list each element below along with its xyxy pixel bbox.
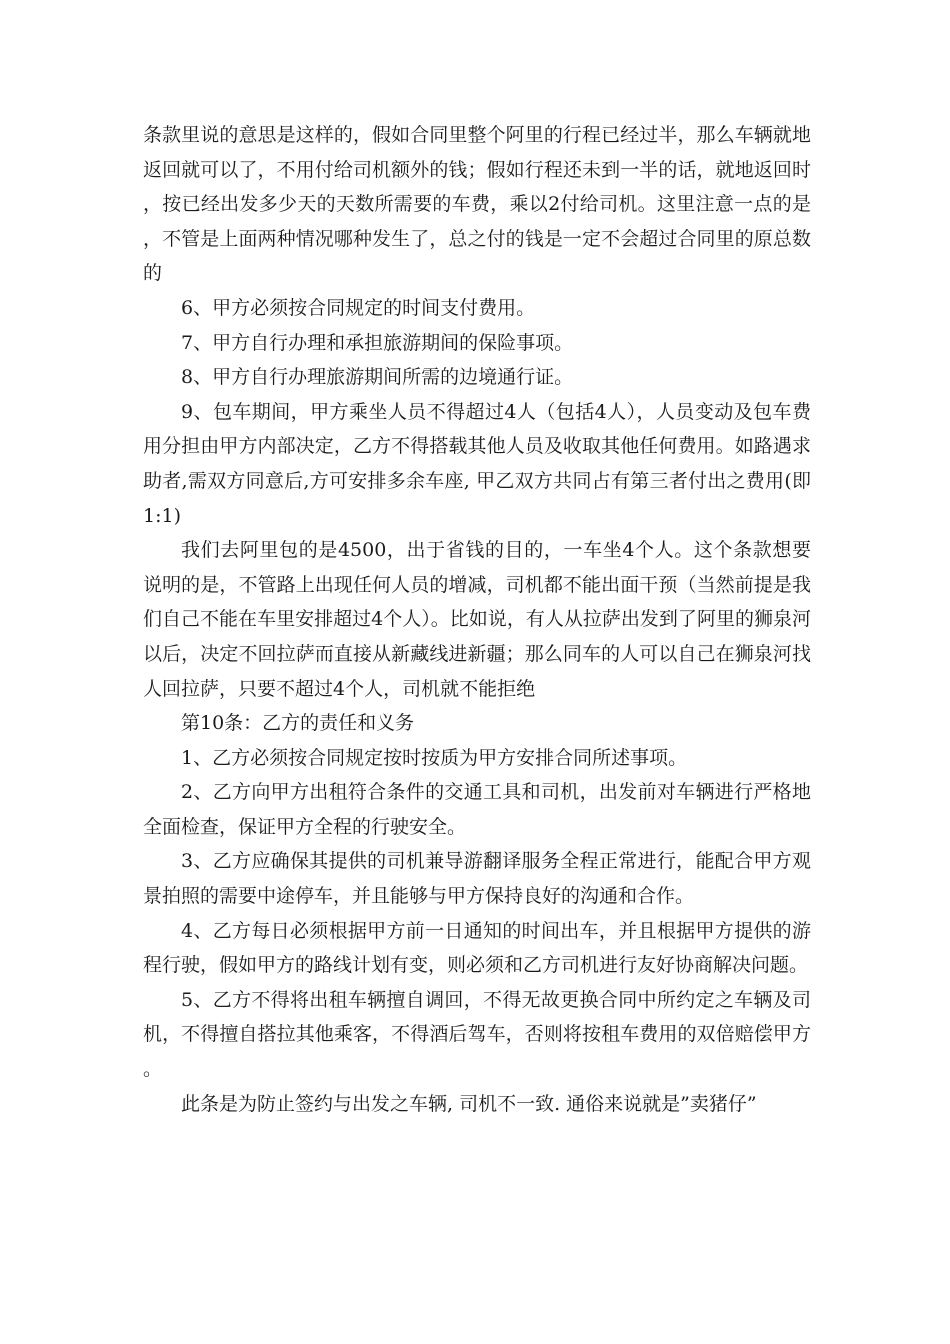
paragraph: 7、甲方自行办理和承担旅游期间的保险事项。 (181, 331, 574, 354)
paragraph: 8、甲方自行办理旅游期间所需的边境通行证。 (181, 366, 574, 389)
paragraph: 5、乙方不得将出租车辆擅自调回，不得无故更换合同中所约定之车辆及司机，不得擅自搭拉其他乘客，不得酒后驾车，否则将按租车费用的双倍赔偿甲方。 (143, 988, 811, 1081)
paragraph: 9、包车期间，甲方乘坐人员不得超过4人（包括4人），人员变动及包车费用分担由甲方内部决定，乙方不得搭载其他人员及收取其他任何费用。如路遇求助者,需双方同意后,方可安排多余车座, 甲乙双方共同占有第三者付出之费用(即1:1) (143, 400, 811, 527)
paragraph: 我们去阿里包的是4500，出于省钱的目的，一车坐4个人。这个条款想要说明的是，不管路上出现任何人员的增减，司机都不能出面干预（当然前提是我们自己不能在车里安排超过4个人）。比如说，有人从拉萨出发到了阿里的狮泉河以后，决定不回拉萨而直接从新藏线进新疆；那么同车的人可以自己在狮泉河找人回拉萨，只要不超过4个人，司机就不能拒绝 (143, 539, 811, 700)
paragraph: 3、乙方应确保其提供的司机兼导游翻译服务全程正常进行，能配合甲方观景拍照的需要中途停车，并且能够与甲方保持良好的沟通和合作。 (143, 850, 811, 908)
paragraph: 4、乙方每日必须根据甲方前一日通知的时间出车，并且根据甲方提供的游程行驶，假如甲方的路线计划有变，则必须和乙方司机进行友好协商解决问题。 (143, 919, 811, 977)
paragraph: 条款里说的意思是这样的，假如合同里整个阿里的行程已经过半，那么车辆就地返回就可以了，不用付给司机额外的钱；假如行程还未到一半的话，就地返回时，按已经出发多少天的天数所需要的车费，乘以2付给司机。这里注意一点的是，不管是上面两种情况哪种发生了，总之付的钱是一定不会超过合同里的原总数的 (143, 124, 811, 285)
document-body (143, 118, 811, 1121)
section-heading: 第10条：乙方的责任和义务 (181, 712, 415, 735)
paragraph: 此条是为防止签约与出发之车辆, 司机不一致. 通俗来说就是”卖猪仔” (181, 1092, 757, 1115)
paragraph: 6、甲方必须按合同规定的时间支付费用。 (181, 296, 536, 319)
paragraph: 2、乙方向甲方出租符合条件的交通工具和司机，出发前对车辆进行严格地全面检查，保证甲方全程的行驶安全。 (143, 781, 811, 838)
paragraph: 1、乙方必须按合同规定按时按质为甲方安排合同所述事项。 (181, 746, 688, 769)
